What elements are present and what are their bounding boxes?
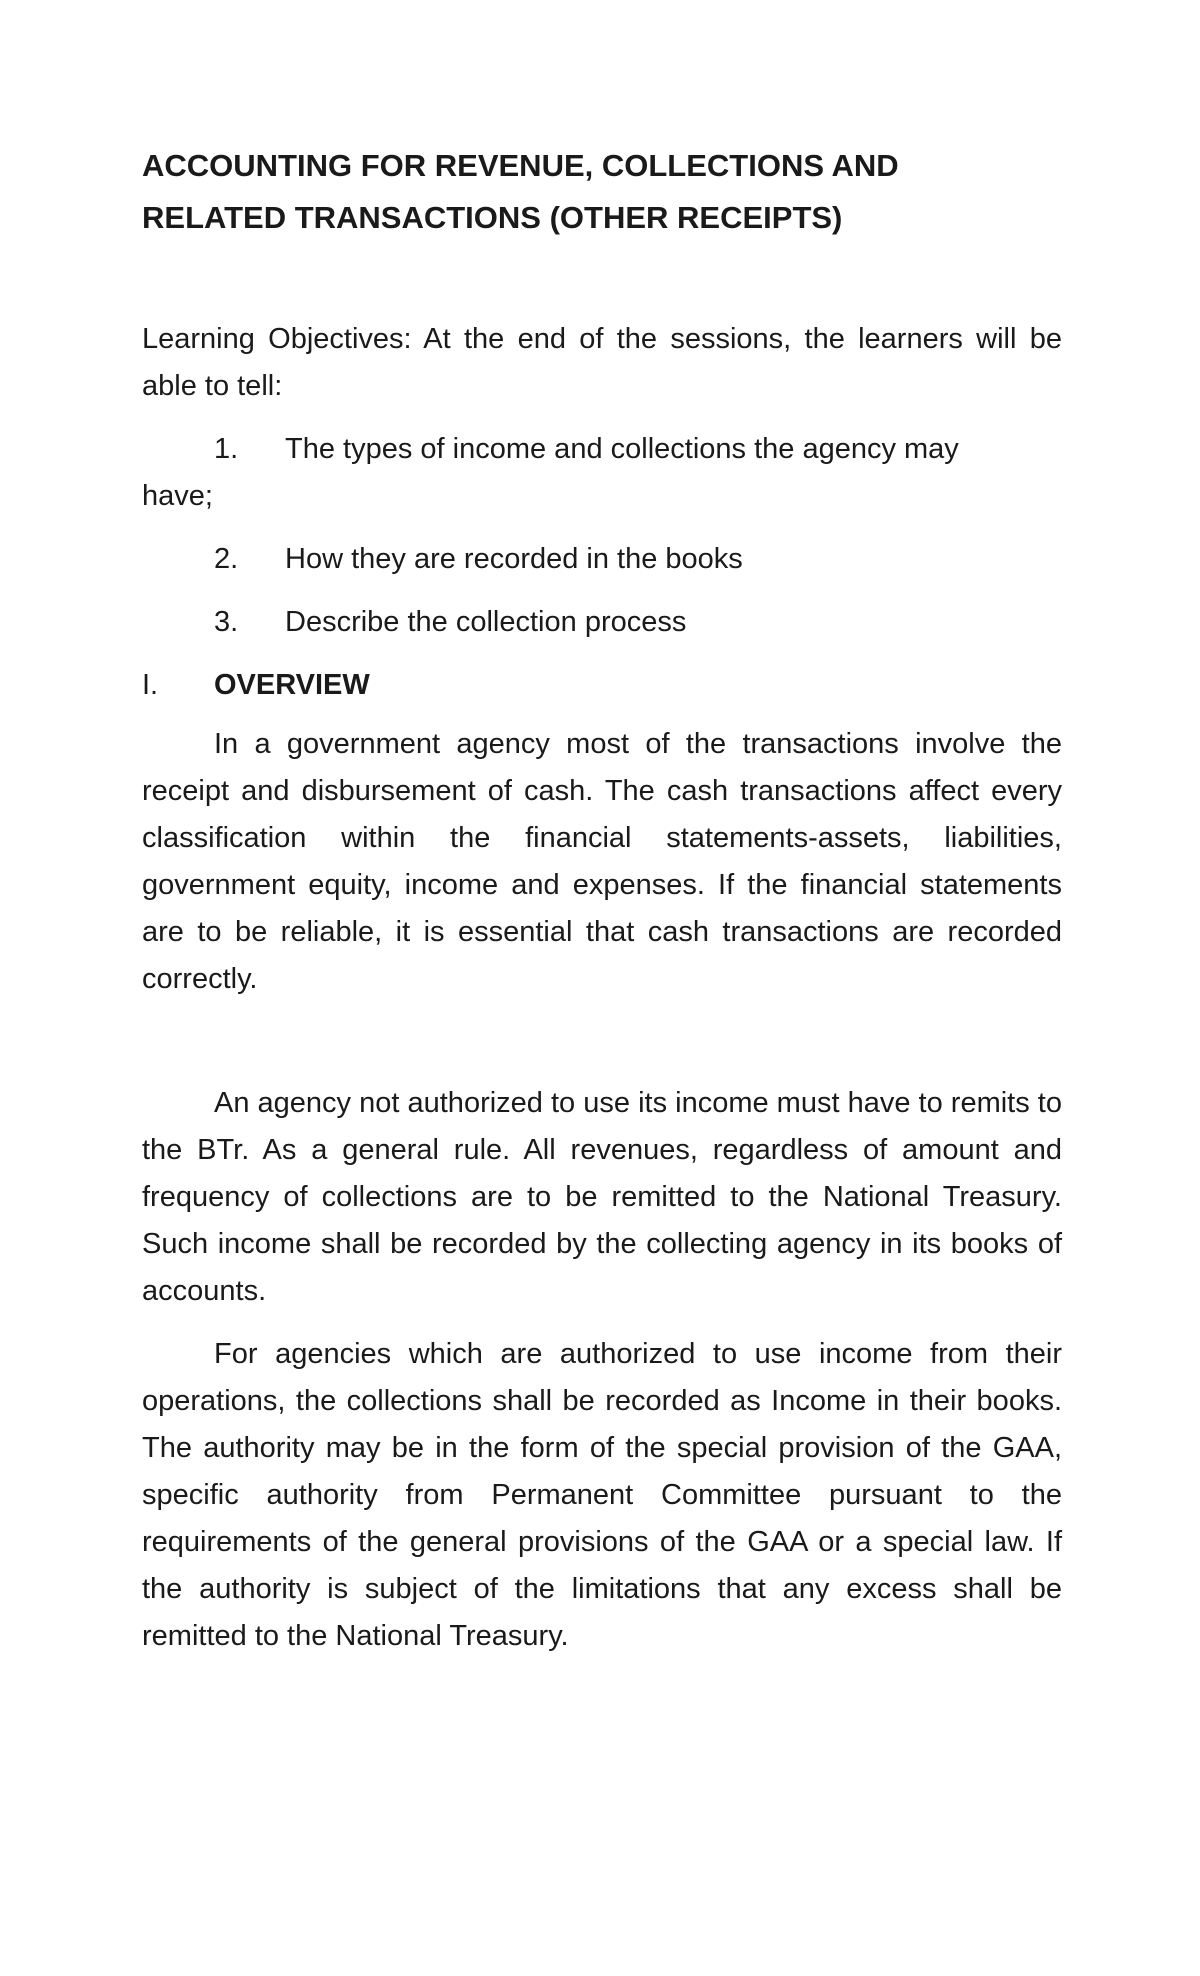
objective-number: 3. xyxy=(214,606,239,638)
overview-paragraph-2: An agency not authorized to use its income must have to remits to the BTr. As a general rule. All revenues, regardless of amount and frequency of collections are to be remitted to the National Treasury. Such income shall be recorded by the collecting agency in its books of accounts. xyxy=(142,1087,1062,1307)
objective-number: 2. xyxy=(214,543,239,575)
section-numeral: I. xyxy=(142,669,159,701)
overview-paragraph-1: In a government agency most of the transactions involve the receipt and disbursement of cash. The cash transactions affect every classification within the financial statements-assets, liabilities, government equity, income and expenses. If the financial statements are to be reliable, it is essential that cash transactions are recorded correctly. xyxy=(142,728,1062,995)
objective-text: The types of income and collections the agency may xyxy=(285,433,959,465)
objective-text: How they are recorded in the books xyxy=(285,543,743,575)
objective-text-continuation: have; xyxy=(142,480,213,512)
objective-item-1 xyxy=(142,426,1062,520)
document-title xyxy=(142,140,1062,244)
objective-item-3 xyxy=(142,599,1062,646)
objective-text: Describe the collection process xyxy=(285,606,687,638)
learning-objectives-intro: Learning Objectives: At the end of the sessions, the learners will be able to tell: xyxy=(142,323,1062,402)
overview-paragraph-3: For agencies which are authorized to use income from their operations, the collections shall be recorded as Income in their books. The authority may be in the form of the special provision of the GAA, specific authority from Permanent Committee pursuant to the requirements of the general provisions of the GAA or a special law. If the authority is subject of the limitations that any excess shall be remitted to the National Treasury. xyxy=(142,1338,1062,1652)
title-line-1: ACCOUNTING FOR REVENUE, COLLECTIONS AND xyxy=(142,148,899,183)
objective-item-2 xyxy=(142,536,1062,583)
title-line-2: RELATED TRANSACTIONS (OTHER RECEIPTS) xyxy=(142,200,843,235)
section-title: OVERVIEW xyxy=(214,669,370,701)
objective-number: 1. xyxy=(214,433,239,465)
document-content xyxy=(142,140,1062,1660)
section-heading xyxy=(142,662,1062,709)
